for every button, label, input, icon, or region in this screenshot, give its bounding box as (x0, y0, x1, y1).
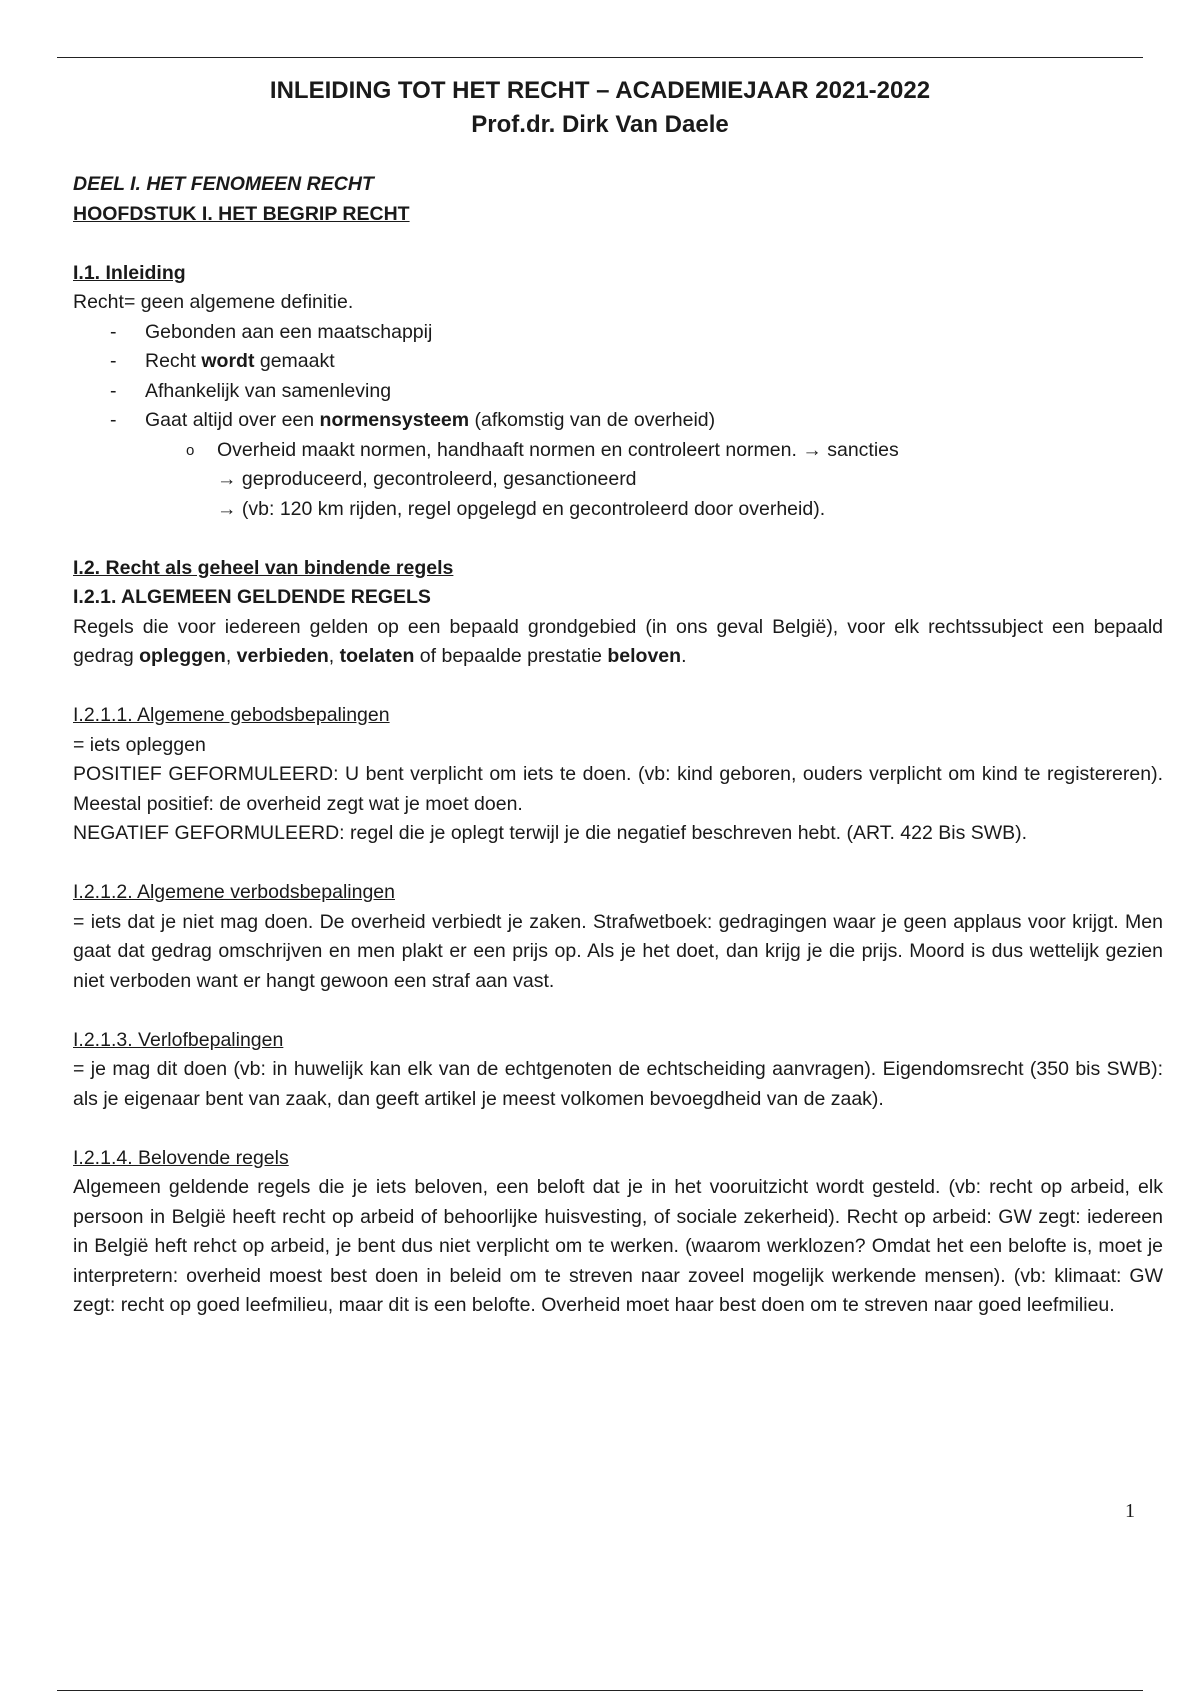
paragraph: = iets dat je niet mag doen. De overheid verbiedt je zaken. Strafwetboek: gedragingen waar je geen applaus voor krijgt. Men gaat dat gedrag omschrijven en men plakt er een prijs op. Als je het doet, dan krijg je die prijs. Moord is dus wettelijk gezien niet verboden want er hangt gewoon een straf aan vast. (73, 910, 1163, 992)
paragraph: NEGATIEF GEFORMULEERD: regel die je oplegt terwijl je die negatief beschreven hebt. (ART. 422 Bis SWB). (73, 822, 1028, 844)
list-item: - Afhankelijk van samenleving (110, 379, 392, 402)
section-intro: Recht= geen algemene definitie. (73, 291, 354, 313)
paragraph: POSITIEF GEFORMULEERD: U bent verplicht om iets te doen. (vb: kind geboren, ouders verplicht om kind te registereren). Meestal positief: de overheid zegt wat je moet doen. (73, 763, 1163, 815)
subsection-heading-1-2-1-2: I.2.1.2. Algemene verbodsbepalingen (73, 881, 395, 903)
top-rule (57, 57, 1143, 58)
sub-list-item: o Overheid maakt normen, handhaaft normen en controleert normen. → sancties (73, 436, 1163, 466)
paragraph: Algemeen geldende regels die je iets beloven, een beloft dat je in het vooruitzicht wordt gesteld. (vb: recht op arbeid, elk persoon in België heeft recht op arbeid of behoorlijke huisvesting, of sociale zekerheid). Recht op arbeid: GW zegt: iedereen in België heft rehct op arbeid, je bent dus niet verplicht om te werken. (waarom werklozen? Omdat het een belofte is, moet je interpretern: overheid moest best doen in beleid om te streven naar zoveel mogelijk werkende mensen). (vb: klimaat: GW zegt: recht op goed leefmilieu, maar dit is een belofte. Overheid moet haar best doen om te streven naar goed leefmilieu. (73, 1176, 1163, 1316)
subsection-heading-1-2-1-1: I.2.1.1. Algemene gebodsbepalingen (73, 704, 390, 726)
document-body (73, 170, 1163, 1321)
subsection-heading-1-2-1: I.2.1. ALGEMEEN GELDENDE REGELS (73, 586, 431, 608)
paragraph: = je mag dit doen (vb: in huwelijk kan elk van de echtgenoten de echtscheiding aanvragen). Eigendomsrecht (350 bis SWB): als je eigenaar bent van zaak, dan geeft artikel je meest volkomen bevoegdheid van de zaak). (73, 1058, 1163, 1110)
paragraph: Regels die voor iedereen gelden op een bepaald grondgebied (in ons geval België), voor elk rechtssubject een bepaald gedrag opleggen, verbieden, toelaten of bepaalde prestatie beloven. (73, 615, 1163, 667)
paragraph: = iets opleggen (73, 733, 206, 756)
sub-list-continuation: → (vb: 120 km rijden, regel opgelegd en gecontroleerd door overheid). (217, 497, 826, 520)
document-title: INLEIDING TOT HET RECHT – ACADEMIEJAAR 2021-2022 (269, 77, 931, 104)
document-author: Prof.dr. Dirk Van Daele (471, 111, 729, 138)
section-heading-1-2: I.2. Recht als geheel van bindende regels (73, 556, 454, 579)
list-item: - Recht wordt gemaakt (110, 350, 335, 372)
chapter-heading: HOOFDSTUK I. HET BEGRIP RECHT (73, 202, 410, 225)
list-item: - Gaat altijd over een normensysteem (afkomstig van de overheid) (110, 409, 716, 431)
section-heading-1-1: I.1. Inleiding (73, 261, 186, 284)
subsection-heading-1-2-1-3: I.2.1.3. Verlofbepalingen (73, 1028, 284, 1051)
part-heading: DEEL I. HET FENOMEEN RECHT (73, 173, 374, 195)
page-number: 1 (1125, 1500, 1135, 1522)
list-item: - Gebonden aan een maatschappij (110, 320, 433, 343)
sub-list-continuation: → geproduceerd, gecontroleerd, gesanctioneerd (217, 468, 637, 490)
bottom-rule (57, 1690, 1143, 1691)
subsection-heading-1-2-1-4: I.2.1.4. Belovende regels (73, 1146, 289, 1169)
circle-bullet-icon: o (186, 441, 195, 459)
